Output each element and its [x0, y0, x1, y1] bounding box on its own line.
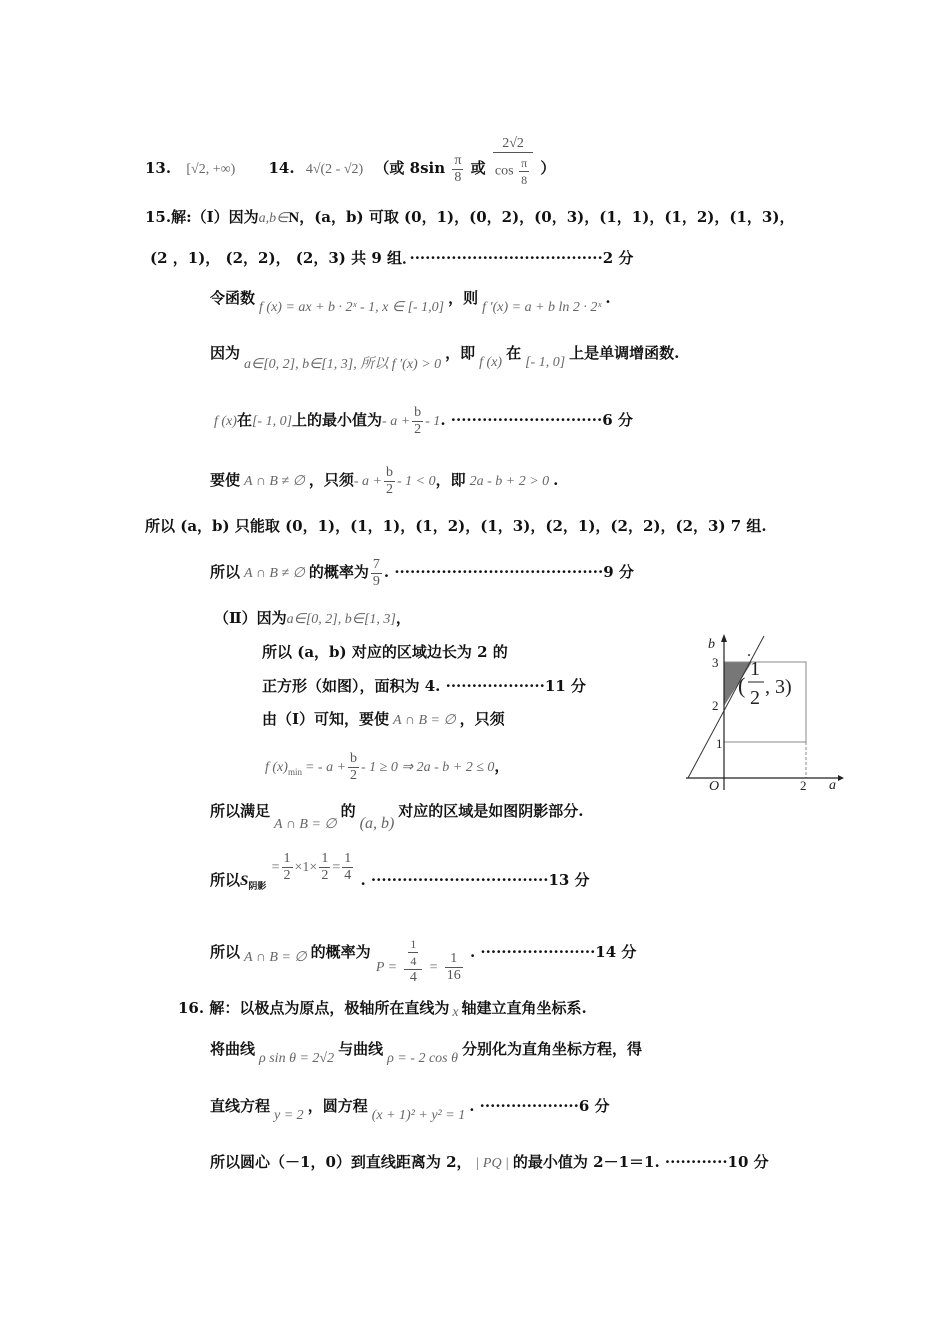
origin-label: O	[709, 779, 720, 794]
q15-line-5: f (x)在[- 1, 0]上的最小值为- a + $\frac{b}{2}$ - 1. ·····························6 分	[214, 404, 633, 437]
q13-answer: [√2, +∞)	[186, 162, 236, 177]
q16-line-4: 所以圆心（－1，0）到直线距离为 2， | PQ | 的最小值为 2－1＝1. ············10 分	[210, 1153, 769, 1171]
a-axis-label: a	[829, 778, 836, 793]
b-axis-label: b	[708, 637, 715, 652]
q15-line-14: 所以满足A ∩ B = ∅的(a, b)对应的区域是如图阴影部分.	[210, 802, 584, 832]
q15-line-13: f $(x)_{min}$ = - a + $\frac{b}{2}$ - 1 ≥ 0 ⇒ 2a - b + 2 ≤ 0，	[265, 750, 510, 783]
q14-pi-over-8: $\frac{\pi}{8}$	[454, 152, 462, 185]
q15-line-6: 要使 A ∩ B ≠ ∅ ，只须- a + $\frac{b}{2}$ - 1 < 0，即 2a - b + 2 > 0 .	[210, 464, 559, 497]
q14-label: 14.	[268, 159, 295, 177]
q16-line-3: 直线方程y = 2，圆方程(x + 1)² + y² = 1. ···················6 分	[210, 1097, 610, 1123]
q15-line-10: 所以 (a，b) 对应的区域边长为 2 的	[262, 643, 508, 661]
q15-line-3: 令函数f (x) = ax + b · 2ˣ - 1, x ∈ [- 1,0]，则f ′(x) = a + b ln 2 · 2ˣ.	[210, 289, 611, 315]
q16-line-2: 将曲线ρ sin θ = 2√2与曲线ρ = - 2 cos θ分别化为直角坐标方程，得	[210, 1040, 642, 1066]
tick-label-a2: 2	[800, 778, 807, 793]
tick-label-1: 1	[716, 736, 723, 751]
q14-or: 或	[470, 159, 486, 177]
point-label-open: (	[738, 673, 746, 698]
q15-line-2: (2 ，1)， (2，2)， (2，3) 共 9 组．·····································2 分	[150, 249, 634, 267]
q14-fraction: 2√2 cos $\frac{\pi}{8}$	[493, 136, 533, 188]
q14-alt-open: （或 8sin	[374, 159, 446, 177]
q13-label: 13.	[145, 159, 172, 177]
q14-close: ）	[540, 159, 556, 177]
q15-line-12: 由（Ⅰ）可知，要使 A ∩ B = ∅ ，只须	[262, 710, 505, 728]
q15-line-7: 所以 (a，b) 只能取 (0，1)，(1，1)，(1，2)，(1，3)，(2，1)，(2，2)，(2，3) 7 组.	[145, 517, 767, 535]
point-label-close: , 3)	[765, 676, 792, 698]
q14-answer: 4√(2 - √2)	[305, 162, 364, 177]
point-label-den: 2	[750, 687, 760, 709]
point-label-num: 1	[750, 658, 760, 680]
q15-line-15: 所以$S_{阴影}$ = $\frac{1}{2}$ ×1× $\frac{1}{2}$ = $\frac{1}{4}$ . ··································13 分	[210, 850, 590, 892]
point-dot: .	[747, 643, 751, 660]
region-figure	[678, 630, 848, 795]
q15-line-9: （Ⅱ）因为a∈[0, 2], b∈[1, 3]，	[214, 609, 411, 627]
b-axis-arrow	[721, 634, 727, 642]
answer-13-14-line	[145, 136, 556, 188]
q15-line-8: 所以 A ∩ B ≠ ∅ 的概率为 $\frac{7}{9}$ . ········································9 分	[210, 556, 634, 589]
tick-label-2: 2	[712, 698, 719, 713]
q15-line-11: 正方形（如图），面积为 4. ···················11 分	[262, 677, 586, 695]
q15-line-4: 因为a∈[0, 2], b∈[1, 3], 所以 f ′(x) > 0，即f (x)在[- 1, 0]上是单调增函数.	[210, 344, 680, 372]
q16-line-1: 16. 解：以极点为原点，极轴所在直线为 x 轴建立直角坐标系.	[178, 999, 587, 1020]
tick-label-3: 3	[712, 655, 719, 670]
a-axis-arrow	[838, 775, 844, 781]
q15-line-1: 15.解:（Ⅰ）因为a,b∈N，(a，b) 可取 (0，1)，(0，2)，(0，3)，(1，1)，(1，2)，(1，3)，	[145, 208, 795, 226]
q15-line-16: 所以 A ∩ B = ∅ 的概率为 P = $\frac{\frac{1}{4}}{4}$ = $\frac{1}{16}$ . ······················14 分	[210, 937, 637, 985]
